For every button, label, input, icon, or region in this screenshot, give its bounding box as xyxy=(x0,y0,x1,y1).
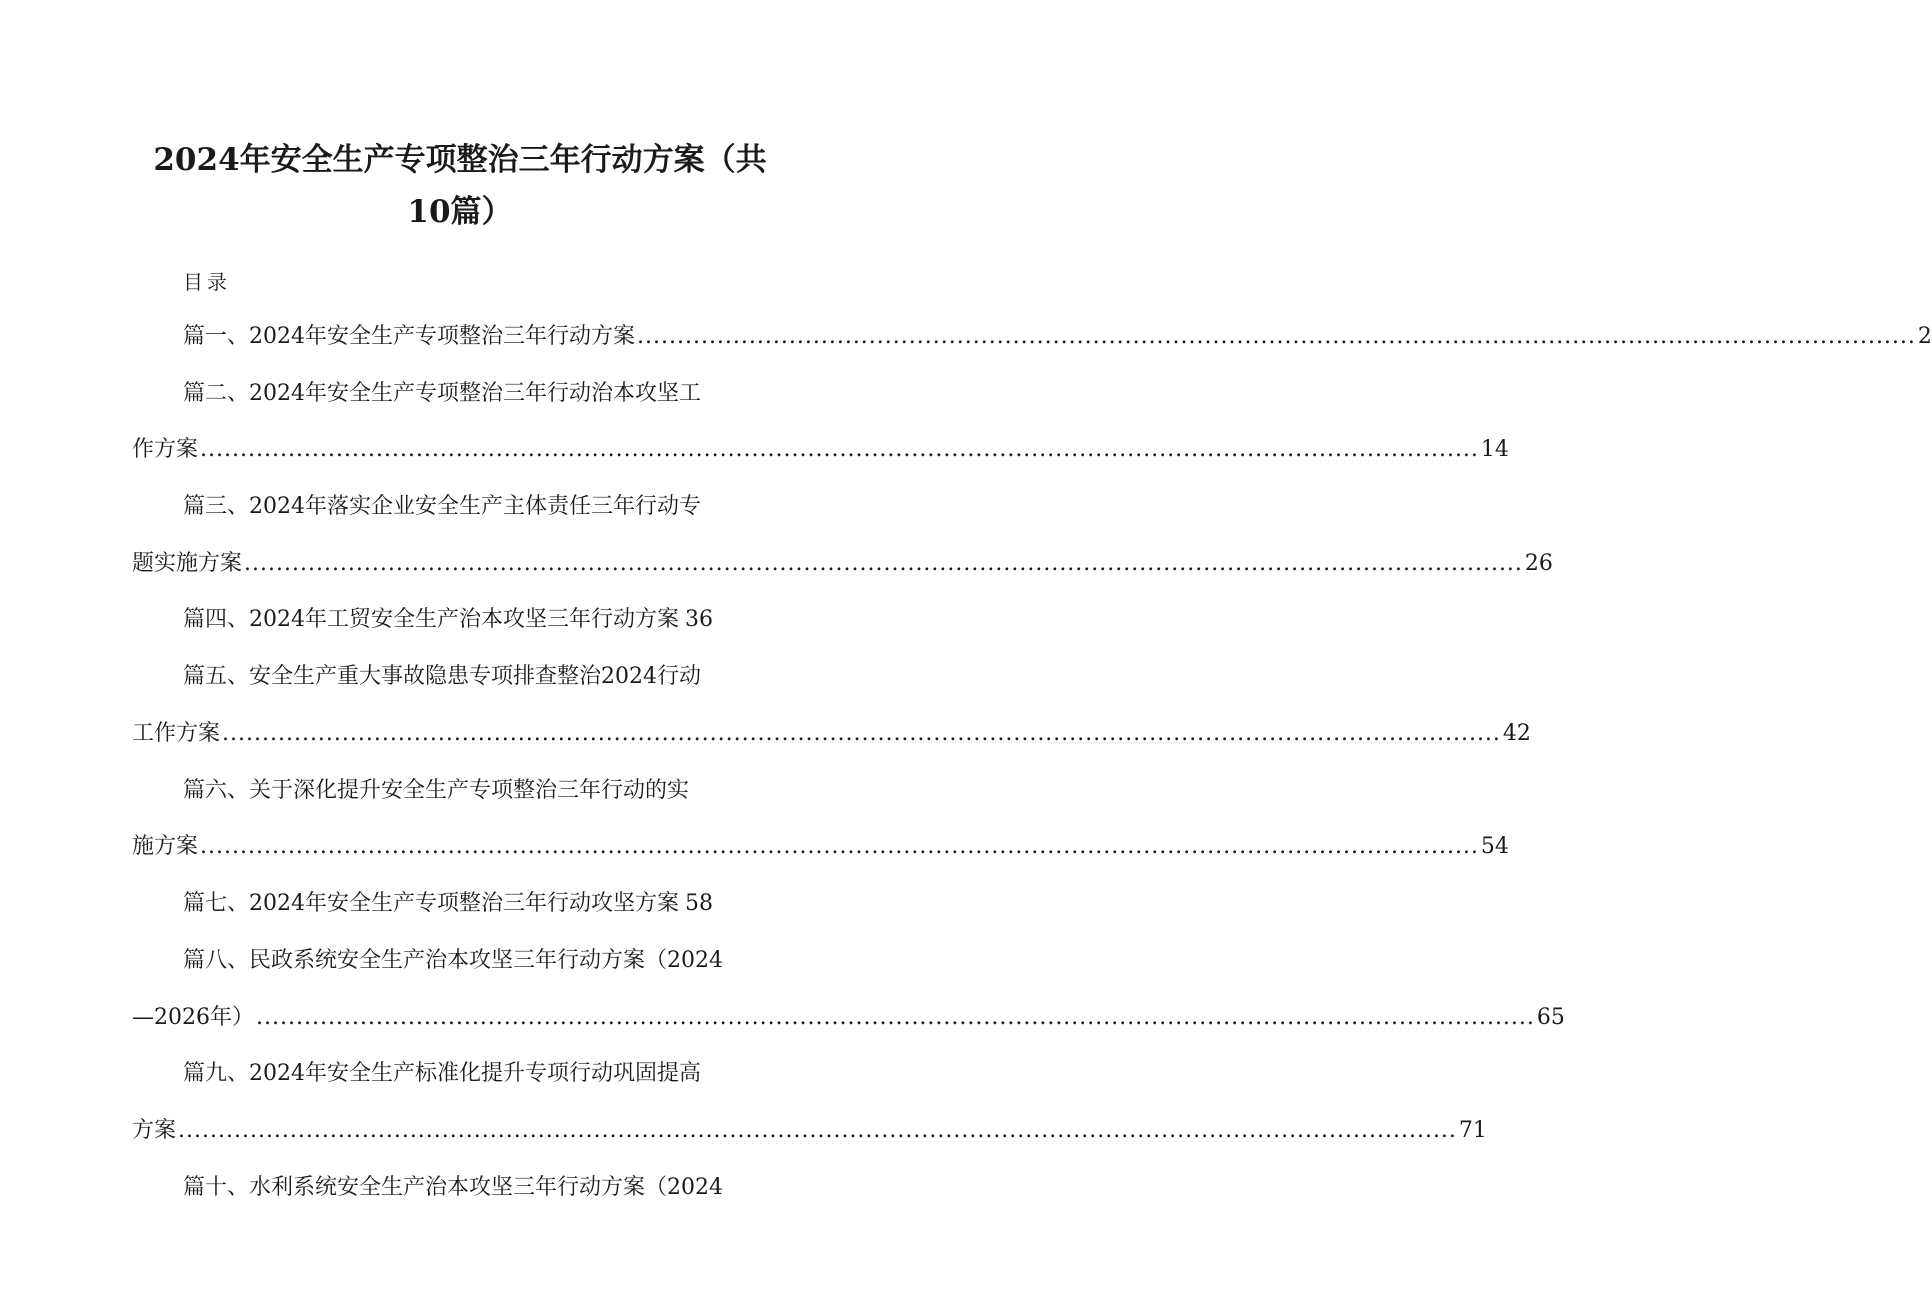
toc-entry-title: 工作方案 xyxy=(132,721,221,746)
toc-entry-9-line1[interactable]: 篇九、2024年安全生产标准化提升专项行动巩固提高 xyxy=(183,1061,701,1086)
toc-entry-9-line2[interactable] xyxy=(132,1116,1487,1146)
toc-page-number: 36 xyxy=(685,607,713,632)
toc-page-number: 42 xyxy=(1502,721,1531,746)
toc-entry-6-line1[interactable]: 篇六、关于深化提升安全生产专项整治三年行动的实 xyxy=(183,778,690,803)
toc-page-number: 65 xyxy=(1536,1005,1565,1030)
toc-entry-title: 篇七、2024年安全生产专项整治三年行动攻坚方案 xyxy=(183,891,679,916)
toc-entry-title: 题实施方案 xyxy=(132,551,243,576)
toc-entry-4[interactable] xyxy=(183,605,713,635)
toc-heading: 目录 xyxy=(183,270,231,294)
toc-entry-8-line1[interactable]: 篇八、民政系统安全生产治本攻坚三年行动方案（2024 xyxy=(183,948,723,973)
toc-leader: ................................................................................................................................................................ xyxy=(637,324,1916,349)
toc-page-number: 14 xyxy=(1480,437,1509,462)
toc-entry-8-line2[interactable] xyxy=(132,1003,1565,1033)
toc-leader: ................................................................................................................................................................ xyxy=(200,437,1479,462)
toc-entry-3-line1[interactable]: 篇三、2024年落实企业安全生产主体责任三年行动专 xyxy=(183,494,701,519)
toc-page-number: 71 xyxy=(1458,1118,1487,1143)
toc-entry-title: 作方案 xyxy=(132,437,199,462)
document-title-line1: 2024年安全生产专项整治三年行动方案（共 xyxy=(153,142,767,178)
toc-page-number: 54 xyxy=(1480,834,1509,859)
toc-entry-2-line1[interactable]: 篇二、2024年安全生产专项整治三年行动治本攻坚工 xyxy=(183,381,701,406)
toc-leader: ................................................................................................................................................................ xyxy=(200,834,1479,859)
toc-entry-5-line2[interactable] xyxy=(132,719,1531,749)
toc-entry-title: 施方案 xyxy=(132,834,199,859)
toc-page-number: 2 xyxy=(1917,324,1932,349)
toc-entry-title: —2026年） xyxy=(132,1005,254,1030)
toc-entry-6-line2[interactable] xyxy=(132,832,1509,862)
toc-entry-2-line2[interactable] xyxy=(132,435,1509,465)
toc-entry-10-line1[interactable]: 篇十、水利系统安全生产治本攻坚三年行动方案（2024 xyxy=(183,1175,723,1200)
toc-page-number: 58 xyxy=(685,891,713,916)
toc-leader: ................................................................................................................................................................ xyxy=(256,1005,1535,1030)
toc-leader: ................................................................................................................................................................ xyxy=(244,551,1523,576)
toc-leader: ................................................................................................................................................................ xyxy=(178,1118,1457,1143)
toc-page-number: 26 xyxy=(1524,551,1553,576)
toc-entry-7[interactable] xyxy=(183,889,713,919)
toc-entry-title: 篇四、2024年工贸安全生产治本攻坚三年行动方案 xyxy=(183,607,679,632)
toc-entry-1[interactable] xyxy=(183,322,1932,352)
document-title-line2: 10篇） xyxy=(407,194,513,230)
toc-entry-5-line1[interactable]: 篇五、安全生产重大事故隐患专项排查整治2024行动 xyxy=(183,664,701,689)
toc-leader: ................................................................................................................................................................ xyxy=(222,721,1501,746)
toc-entry-title: 方案 xyxy=(132,1118,177,1143)
toc-entry-title: 篇一、2024年安全生产专项整治三年行动方案 xyxy=(183,324,635,349)
toc-entry-3-line2[interactable] xyxy=(132,549,1553,579)
